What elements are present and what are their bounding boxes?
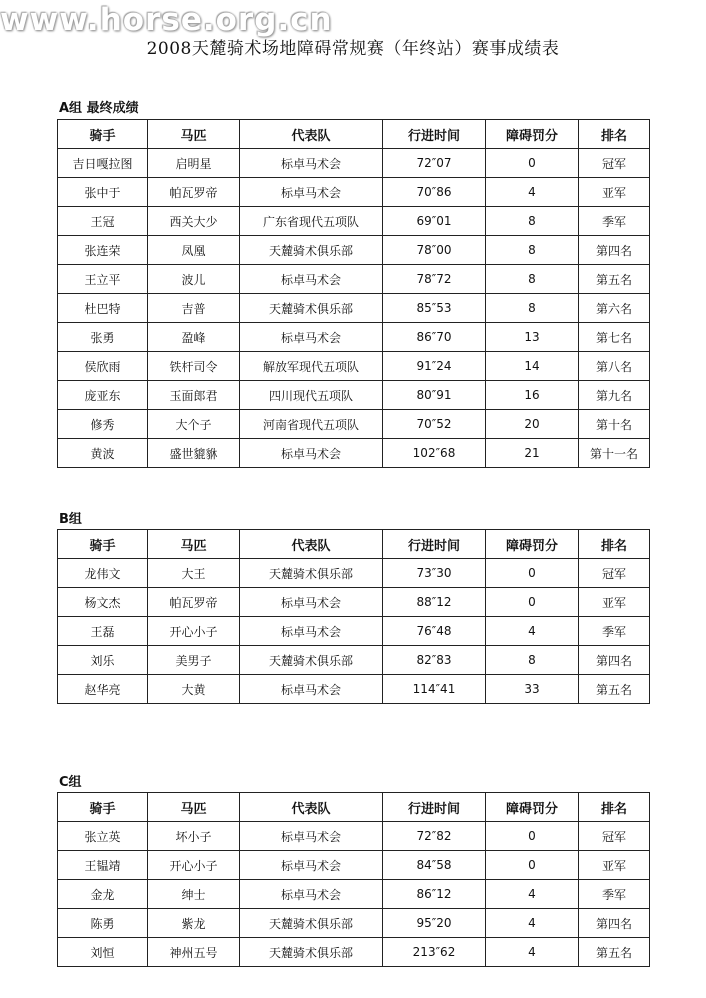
team-cell: 标卓马术会: [240, 265, 383, 294]
penalty-cell: 8: [486, 646, 579, 675]
time-cell: 86″12: [383, 880, 486, 909]
rank-cell: 第九名: [579, 381, 650, 410]
group-a-table: [57, 119, 650, 468]
rider-cell: 张立英: [58, 822, 148, 851]
rider-cell: 龙伟文: [58, 559, 148, 588]
rank-cell: 第六名: [579, 294, 650, 323]
rank-cell: 亚军: [579, 588, 650, 617]
table-row: [58, 381, 650, 410]
team-cell: 广东省现代五项队: [240, 207, 383, 236]
horse-cell: 开心小子: [148, 617, 240, 646]
header-rider: 骑手: [58, 793, 148, 822]
header-rank: 排名: [579, 530, 650, 559]
team-cell: 四川现代五项队: [240, 381, 383, 410]
rider-cell: 庞亚东: [58, 381, 148, 410]
horse-cell: 美男子: [148, 646, 240, 675]
time-cell: 102″68: [383, 439, 486, 468]
rank-cell: 冠军: [579, 822, 650, 851]
rider-cell: 张勇: [58, 323, 148, 352]
time-cell: 73″30: [383, 559, 486, 588]
horse-cell: 凤凰: [148, 236, 240, 265]
group-b-table: [57, 529, 650, 704]
header-team: 代表队: [240, 793, 383, 822]
table-row: [58, 880, 650, 909]
header-time: 行进时间: [383, 793, 486, 822]
penalty-cell: 14: [486, 352, 579, 381]
time-cell: 85″53: [383, 294, 486, 323]
penalty-cell: 33: [486, 675, 579, 704]
table-row: [58, 646, 650, 675]
team-cell: 标卓马术会: [240, 178, 383, 207]
time-cell: 78″72: [383, 265, 486, 294]
rider-cell: 陈勇: [58, 909, 148, 938]
rank-cell: 第四名: [579, 909, 650, 938]
horse-cell: 紫龙: [148, 909, 240, 938]
penalty-cell: 8: [486, 294, 579, 323]
time-cell: 213″62: [383, 938, 486, 967]
rider-cell: 王磊: [58, 617, 148, 646]
group-c-label: C组: [59, 775, 82, 790]
table-header-row: [58, 793, 650, 822]
rank-cell: 季军: [579, 617, 650, 646]
header-horse: 马匹: [148, 793, 240, 822]
rank-cell: 第七名: [579, 323, 650, 352]
penalty-cell: 13: [486, 323, 579, 352]
rider-cell: 王冠: [58, 207, 148, 236]
header-team: 代表队: [240, 530, 383, 559]
time-cell: 80″91: [383, 381, 486, 410]
horse-cell: 大个子: [148, 410, 240, 439]
table-header-row: [58, 120, 650, 149]
table-row: [58, 410, 650, 439]
team-cell: 天麓骑术俱乐部: [240, 236, 383, 265]
table-row: [58, 617, 650, 646]
rank-cell: 季军: [579, 880, 650, 909]
table-row: [58, 439, 650, 468]
team-cell: 标卓马术会: [240, 439, 383, 468]
header-rider: 骑手: [58, 120, 148, 149]
horse-cell: 玉面郎君: [148, 381, 240, 410]
group-a-body: [58, 149, 650, 468]
time-cell: 91″24: [383, 352, 486, 381]
rider-cell: 张连荣: [58, 236, 148, 265]
table-row: [58, 265, 650, 294]
penalty-cell: 8: [486, 265, 579, 294]
rank-cell: 第十一名: [579, 439, 650, 468]
horse-cell: 西关大少: [148, 207, 240, 236]
team-cell: 标卓马术会: [240, 617, 383, 646]
table-row: [58, 938, 650, 967]
group-a-label: A组 最终成绩: [59, 101, 139, 116]
penalty-cell: 0: [486, 588, 579, 617]
rider-cell: 赵华亮: [58, 675, 148, 704]
rank-cell: 第五名: [579, 675, 650, 704]
penalty-cell: 8: [486, 236, 579, 265]
horse-cell: 开心小子: [148, 851, 240, 880]
horse-cell: 盛世貔貅: [148, 439, 240, 468]
horse-cell: 盈峰: [148, 323, 240, 352]
rank-cell: 第八名: [579, 352, 650, 381]
time-cell: 72″82: [383, 822, 486, 851]
header-rider: 骑手: [58, 530, 148, 559]
table-header-row: [58, 530, 650, 559]
horse-cell: 坏小子: [148, 822, 240, 851]
watermark: www.horse.org.cn: [0, 2, 333, 38]
penalty-cell: 8: [486, 207, 579, 236]
time-cell: 76″48: [383, 617, 486, 646]
header-time: 行进时间: [383, 530, 486, 559]
header-penalty: 障碍罚分: [486, 530, 579, 559]
horse-cell: 铁杆司令: [148, 352, 240, 381]
penalty-cell: 20: [486, 410, 579, 439]
time-cell: 78″00: [383, 236, 486, 265]
rider-cell: 杨文杰: [58, 588, 148, 617]
table-row: [58, 822, 650, 851]
rank-cell: 第十名: [579, 410, 650, 439]
rider-cell: 刘乐: [58, 646, 148, 675]
rider-cell: 杜巴特: [58, 294, 148, 323]
penalty-cell: 4: [486, 178, 579, 207]
penalty-cell: 0: [486, 559, 579, 588]
header-rank: 排名: [579, 120, 650, 149]
rider-cell: 修秀: [58, 410, 148, 439]
rank-cell: 第四名: [579, 236, 650, 265]
rank-cell: 第四名: [579, 646, 650, 675]
table-row: [58, 909, 650, 938]
penalty-cell: 21: [486, 439, 579, 468]
table-row: [58, 294, 650, 323]
table-row: [58, 236, 650, 265]
rank-cell: 冠军: [579, 559, 650, 588]
header-time: 行进时间: [383, 120, 486, 149]
rider-cell: 王立平: [58, 265, 148, 294]
table-row: [58, 588, 650, 617]
table-row: [58, 207, 650, 236]
team-cell: 标卓马术会: [240, 588, 383, 617]
penalty-cell: 4: [486, 938, 579, 967]
header-penalty: 障碍罚分: [486, 793, 579, 822]
horse-cell: 帕瓦罗帝: [148, 588, 240, 617]
team-cell: 标卓马术会: [240, 851, 383, 880]
time-cell: 72″07: [383, 149, 486, 178]
penalty-cell: 0: [486, 851, 579, 880]
team-cell: 标卓马术会: [240, 675, 383, 704]
penalty-cell: 4: [486, 909, 579, 938]
team-cell: 解放军现代五项队: [240, 352, 383, 381]
horse-cell: 大黄: [148, 675, 240, 704]
group-b-body: [58, 559, 650, 704]
table-row: [58, 559, 650, 588]
penalty-cell: 0: [486, 149, 579, 178]
team-cell: 天麓骑术俱乐部: [240, 909, 383, 938]
team-cell: 标卓马术会: [240, 149, 383, 178]
time-cell: 95″20: [383, 909, 486, 938]
rank-cell: 冠军: [579, 149, 650, 178]
time-cell: 70″86: [383, 178, 486, 207]
rank-cell: 第五名: [579, 265, 650, 294]
table-row: [58, 149, 650, 178]
group-c-body: [58, 822, 650, 967]
page-title: 2008天麓骑术场地障碍常规赛（年终站）赛事成绩表: [146, 39, 560, 59]
horse-cell: 大王: [148, 559, 240, 588]
group-b-label: B组: [59, 512, 82, 527]
rider-cell: 吉日嘎拉图: [58, 149, 148, 178]
team-cell: 天麓骑术俱乐部: [240, 294, 383, 323]
team-cell: 标卓马术会: [240, 880, 383, 909]
header-horse: 马匹: [148, 120, 240, 149]
horse-cell: 启明星: [148, 149, 240, 178]
time-cell: 82″83: [383, 646, 486, 675]
team-cell: 天麓骑术俱乐部: [240, 938, 383, 967]
group-c-table: [57, 792, 650, 967]
rider-cell: 王韫靖: [58, 851, 148, 880]
penalty-cell: 4: [486, 880, 579, 909]
horse-cell: 帕瓦罗帝: [148, 178, 240, 207]
rider-cell: 黄波: [58, 439, 148, 468]
table-row: [58, 352, 650, 381]
team-cell: 标卓马术会: [240, 822, 383, 851]
rank-cell: 亚军: [579, 178, 650, 207]
team-cell: 天麓骑术俱乐部: [240, 559, 383, 588]
time-cell: 88″12: [383, 588, 486, 617]
horse-cell: 绅士: [148, 880, 240, 909]
header-team: 代表队: [240, 120, 383, 149]
header-horse: 马匹: [148, 530, 240, 559]
rank-cell: 亚军: [579, 851, 650, 880]
team-cell: 天麓骑术俱乐部: [240, 646, 383, 675]
table-row: [58, 675, 650, 704]
horse-cell: 波儿: [148, 265, 240, 294]
rank-cell: 季军: [579, 207, 650, 236]
header-rank: 排名: [579, 793, 650, 822]
team-cell: 标卓马术会: [240, 323, 383, 352]
horse-cell: 吉普: [148, 294, 240, 323]
time-cell: 114″41: [383, 675, 486, 704]
rider-cell: 张中于: [58, 178, 148, 207]
penalty-cell: 0: [486, 822, 579, 851]
rider-cell: 金龙: [58, 880, 148, 909]
horse-cell: 神州五号: [148, 938, 240, 967]
table-row: [58, 851, 650, 880]
rank-cell: 第五名: [579, 938, 650, 967]
table-row: [58, 323, 650, 352]
time-cell: 84″58: [383, 851, 486, 880]
team-cell: 河南省现代五项队: [240, 410, 383, 439]
time-cell: 70″52: [383, 410, 486, 439]
penalty-cell: 16: [486, 381, 579, 410]
penalty-cell: 4: [486, 617, 579, 646]
time-cell: 69″01: [383, 207, 486, 236]
table-row: [58, 178, 650, 207]
rider-cell: 刘恒: [58, 938, 148, 967]
header-penalty: 障碍罚分: [486, 120, 579, 149]
rider-cell: 侯欣雨: [58, 352, 148, 381]
time-cell: 86″70: [383, 323, 486, 352]
